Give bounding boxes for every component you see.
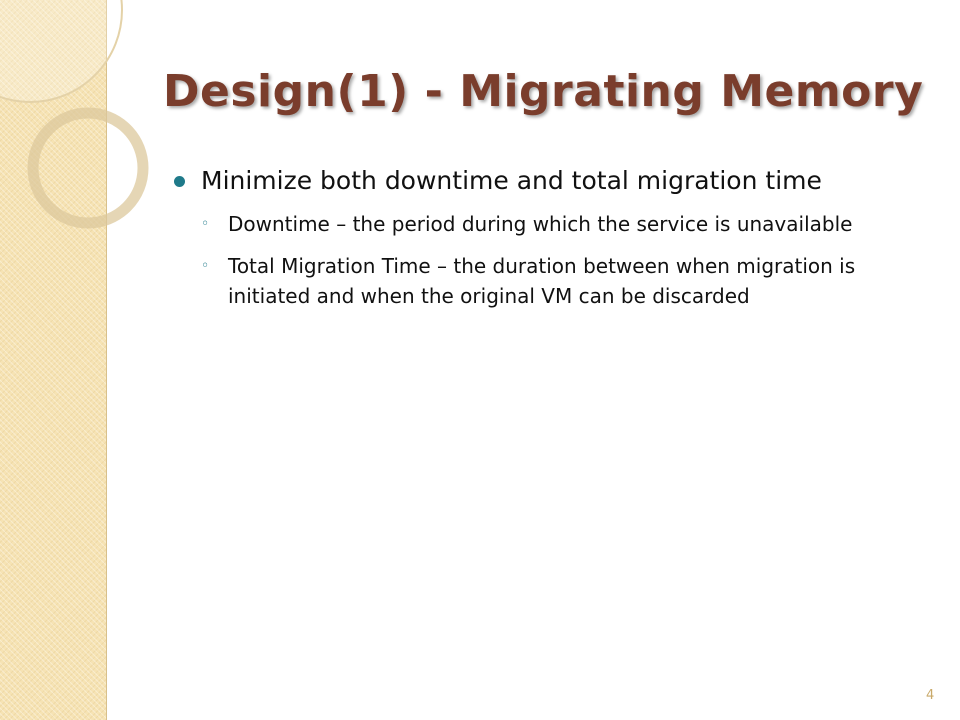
bullet-item bbox=[172, 163, 912, 199]
bullet-dot-icon bbox=[174, 176, 185, 187]
decorative-ring-large bbox=[0, 0, 122, 102]
sub-bullet-text: Downtime – the period during which the service is unavailable bbox=[228, 212, 853, 236]
sub-bullet-list bbox=[172, 209, 912, 311]
decorative-rings bbox=[0, 0, 160, 260]
sub-bullet-item bbox=[172, 251, 912, 311]
sub-bullet-ring-icon: ◦ bbox=[201, 258, 210, 274]
bullet-text: Minimize both downtime and total migration time bbox=[201, 166, 822, 195]
slide-body bbox=[172, 163, 912, 323]
sub-bullet-text: Total Migration Time – the duration between when migration is initiated and when the original VM can be discarded bbox=[228, 254, 856, 308]
slide-title: Design(1) - Migrating Memory bbox=[163, 66, 924, 117]
sub-bullet-item bbox=[172, 209, 912, 239]
page-number: 4 bbox=[926, 688, 935, 703]
sub-bullet-ring-icon: ◦ bbox=[201, 216, 210, 232]
decorative-ring-small bbox=[33, 113, 143, 223]
